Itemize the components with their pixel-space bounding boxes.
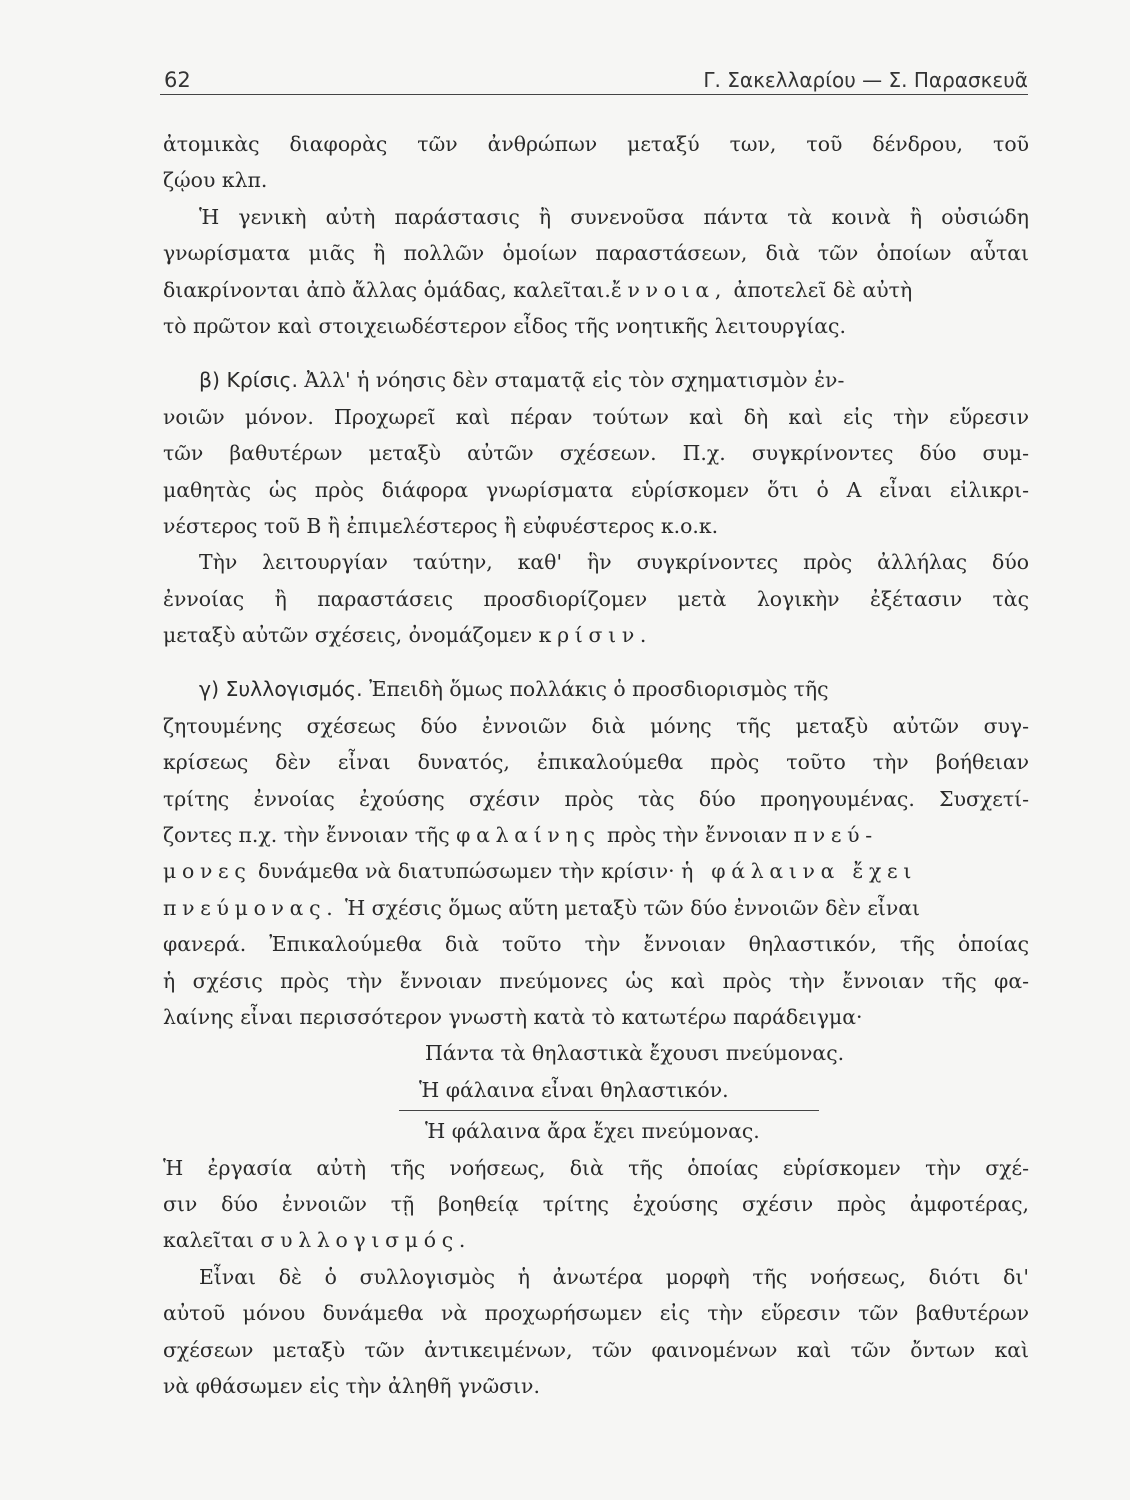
term-ennoia: ἔννοια,	[610, 277, 728, 302]
term-syllogismos: συλλογισμός.	[260, 1228, 472, 1253]
text-fragment: μεταξὺ αὐτῶν σχέσεις, ὀνομάζομεν	[163, 623, 539, 648]
section-heading-krisis: β) Κρίσις.	[199, 368, 298, 393]
text-line: ἡ σχέσις πρὸς τὴν ἔννοιαν πνεύμονες ὡς καὶ πρὸς τὴν ἔννοιαν τῆς φα-	[163, 968, 1029, 993]
text-line: Ἡ ἐργασία αὐτὴ τῆς νοήσεως, διὰ τῆς ὁποίας εὑρίσκομεν τὴν σχέ-	[163, 1155, 1029, 1180]
running-title: Γ. Σακελλαρίου — Σ. Παρασκευᾶ	[703, 68, 1028, 92]
text-line: γνωρίσματα μιᾶς ἢ πολλῶν ὁμοίων παραστάσεων, διὰ τῶν ὁποίων αὗται	[163, 241, 1029, 266]
text-fragment: ἀποτελεῖ δὲ αὐτὴ	[727, 277, 913, 302]
page-number: 62	[164, 68, 191, 92]
text-line: σχέσεων μεταξὺ τῶν ἀντικειμένων, τῶν φαινομένων καὶ τῶν ὄντων καὶ	[163, 1337, 1029, 1362]
text-line: νοιῶν μόνον. Προχωρεῖ καὶ πέραν τούτων καὶ δὴ καὶ εἰς τὴν εὕρεσιν	[163, 404, 1029, 429]
text-fragment: δυνάμεθα νὰ διατυπώσωμεν τὴν κρίσιν·	[251, 859, 682, 884]
term-krisis: κρίσιν.	[538, 623, 653, 648]
text-line: ἐννοίας ἢ παραστάσεις προσδιορίζομεν μετὰ λογικὴν ἐξέτασιν τὰς	[163, 586, 1029, 611]
text-line: φανερά. Ἐπικαλούμεθα διὰ τοῦτο τὴν ἔννοιαν θηλαστικόν, τῆς ὁποίας	[163, 932, 1029, 957]
text-line	[163, 617, 1029, 653]
text-line	[163, 817, 1029, 853]
term-pneumones: πνεύ-	[793, 823, 878, 848]
text-line	[163, 1222, 1029, 1258]
text-fragment: καλεῖται	[163, 1228, 261, 1253]
text-line	[163, 362, 1029, 398]
term-example-judgment: πνεύμονας.	[163, 895, 339, 920]
text-line: ζῴου κλπ.	[163, 168, 268, 193]
text-line	[163, 890, 1029, 926]
text-fragment: διακρίνονται ἀπὸ ἄλλας ὁμάδας, καλεῖται.	[163, 277, 611, 302]
syllogism-conclusion: Ἡ φάλαινα ἄρα ἔχει πνεύμονας.	[425, 1119, 760, 1144]
text-fragment: Ἀλλ' ἡ νόησις δὲν σταματᾷ εἰς τὸν σχηματισμὸν ἐν-	[297, 368, 845, 393]
text-line: αὐτοῦ μόνου δυνάμεθα νὰ προχωρήσωμεν εἰς τὴν εὕρεσιν τῶν βαθυτέρων	[163, 1301, 1029, 1326]
text-line	[163, 671, 1029, 707]
running-head	[160, 62, 1028, 95]
text-line: Εἶναι δὲ ὁ συλλογισμὸς ἡ ἀνωτέρα μορφὴ τῆς νοήσεως, διότι δι'	[199, 1264, 1029, 1289]
section-heading-syllogismos: γ) Συλλογισμός.	[199, 677, 363, 702]
text-line: τὸ πρῶτον καὶ στοιχειωδέστερον εἶδος τῆς νοητικῆς λειτουργίας.	[163, 313, 846, 338]
text-line: τρίτης ἐννοίας ἐχούσης σχέσιν πρὸς τὰς δύο προηγουμένας. Συσχετί-	[163, 786, 1029, 811]
text-line: Ἡ γενικὴ αὐτὴ παράστασις ἢ συνενοῦσα πάντα τὰ κοινὰ ἢ οὐσιώδη	[199, 204, 1029, 229]
text-fragment: Ἡ σχέσις ὅμως αὕτη μεταξὺ τῶν δύο ἐννοιῶν δὲν εἶναι	[338, 895, 921, 920]
term-pneumones: μονες	[163, 859, 252, 884]
text-fragment: Ἐπειδὴ ὅμως πολλάκις ὁ προσδιορισμὸς τῆς	[362, 677, 829, 702]
text-line: ἀτομικὰς διαφορὰς τῶν ἀνθρώπων μεταξύ των, τοῦ δένδρου, τοῦ	[163, 132, 1029, 156]
text-line: τῶν βαθυτέρων μεταξὺ αὐτῶν σχέσεων. Π.χ. συγκρίνοντες δύο συμ-	[163, 441, 1029, 466]
text-line: Τὴν λειτουργίαν ταύτην, καθ' ἣν συγκρίνοντες πρὸς ἀλλήλας δύο	[199, 550, 1029, 575]
text-line	[163, 272, 1029, 308]
term-falaines: φαλαίνης	[456, 823, 601, 848]
syllogism-premise-major: Πάντα τὰ θηλαστικὰ ἔχουσι πνεύμονας.	[425, 1041, 845, 1066]
text-fragment: ζοντες π.χ. τὴν ἔννοιαν τῆς	[163, 823, 457, 848]
text-line: σιν δύο ἐννοιῶν τῇ βοηθείᾳ τρίτης ἐχούσης σχέσιν πρὸς ἀμφοτέρας,	[163, 1191, 1029, 1216]
text-line: λαίνης εἶναι περισσότερον γνωστὴ κατὰ τὸ κατωτέρω παράδειγμα·	[163, 1004, 863, 1029]
text-line: μαθητὰς ὡς πρὸς διάφορα γνωρίσματα εὑρίσκομεν ὅτι ὁ Α εἶναι εἰλικρι-	[163, 477, 1029, 502]
syllogism-premise-minor: Ἡ φάλαινα εἶναι θηλαστικόν.	[419, 1077, 729, 1102]
text-line: κρίσεως δὲν εἶναι δυνατός, ἐπικαλούμεθα πρὸς τοῦτο τὴν βοήθειαν	[163, 750, 1029, 775]
text-fragment: πρὸς τὴν ἔννοιαν	[600, 823, 794, 848]
body-text	[163, 126, 1029, 1404]
term-example-judgment: ἡ φάλαινα ἔχει	[681, 859, 918, 884]
text-line: νέστερος τοῦ Β ἢ ἐπιμελέστερος ἢ εὐφυέστερος κ.ο.κ.	[163, 513, 719, 538]
text-line: νὰ φθάσωμεν εἰς τὴν ἀληθῆ γνῶσιν.	[163, 1373, 540, 1398]
text-line	[163, 853, 1029, 889]
text-line: ζητουμένης σχέσεως δύο ἐννοιῶν διὰ μόνης τῆς μεταξὺ αὐτῶν συγ-	[163, 713, 1029, 738]
